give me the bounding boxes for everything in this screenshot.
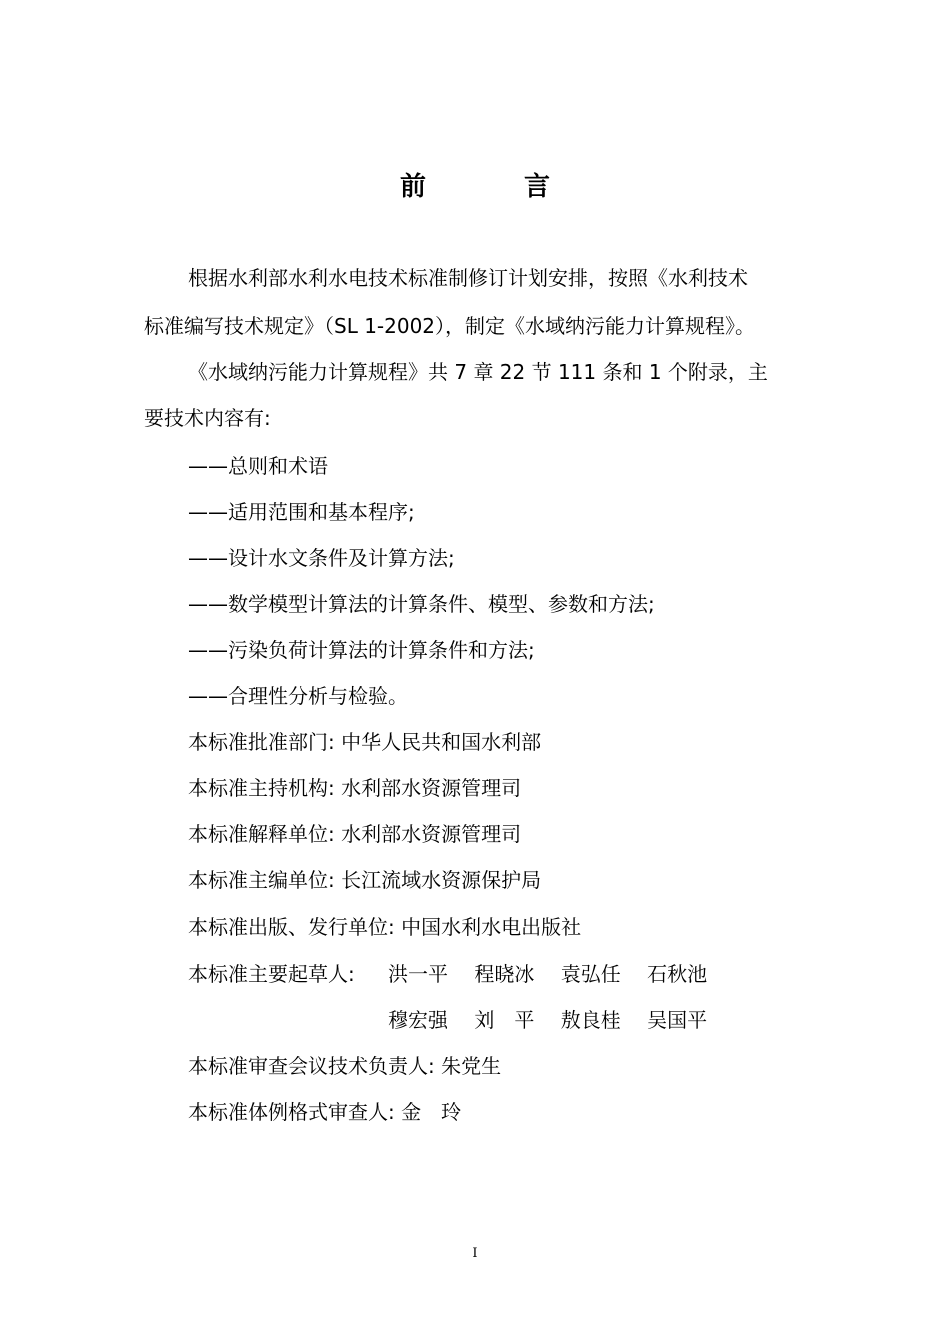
list-item: ——合理性分析与检验。 [188, 684, 408, 708]
chief-editor-unit: 本标准主编单位: 长江流域水资源保护局 [188, 868, 542, 892]
publisher-unit: 本标准出版、发行单位: 中国水利水电出版社 [188, 915, 582, 939]
list-item: ——数学模型计算法的计算条件、模型、参数和方法; [188, 592, 655, 616]
format-reviewer: 本标准体例格式审查人: 金 玲 [188, 1100, 462, 1124]
drafters-line-2: 穆宏强 刘 平 敖良桂 吴国平 [388, 1008, 708, 1032]
drafters-line-1: 洪一平 程晓冰 袁弘任 石秋池 [388, 962, 708, 986]
host-organization: 本标准主持机构: 水利部水资源管理司 [188, 776, 522, 800]
paragraph-2-line-2: 要技术内容有: [144, 406, 271, 430]
list-item: ——总则和术语 [188, 454, 328, 478]
review-lead: 本标准审查会议技术负责人: 朱党生 [188, 1054, 502, 1078]
page-number: I [472, 1246, 478, 1261]
list-item: ——设计水文条件及计算方法; [188, 546, 455, 570]
interpretation-unit: 本标准解释单位: 水利部水资源管理司 [188, 822, 522, 846]
paragraph-1-line-1: 根据水利部水利水电技术标准制修订计划安排，按照《水利技术 [188, 266, 748, 290]
approval-department: 本标准批准部门: 中华人民共和国水利部 [188, 730, 542, 754]
page-title: 前 言 [399, 172, 586, 202]
paragraph-1-line-2: 标准编写技术规定》（SL 1-2002），制定《水域纳污能力计算规程》。 [144, 314, 756, 338]
drafters-label: 本标准主要起草人: [188, 962, 355, 986]
list-item: ——适用范围和基本程序; [188, 500, 415, 524]
paragraph-2-line-1: 《水域纳污能力计算规程》共 7 章 22 节 111 条和 1 个附录，主 [188, 360, 768, 384]
list-item: ——污染负荷计算法的计算条件和方法; [188, 638, 535, 662]
